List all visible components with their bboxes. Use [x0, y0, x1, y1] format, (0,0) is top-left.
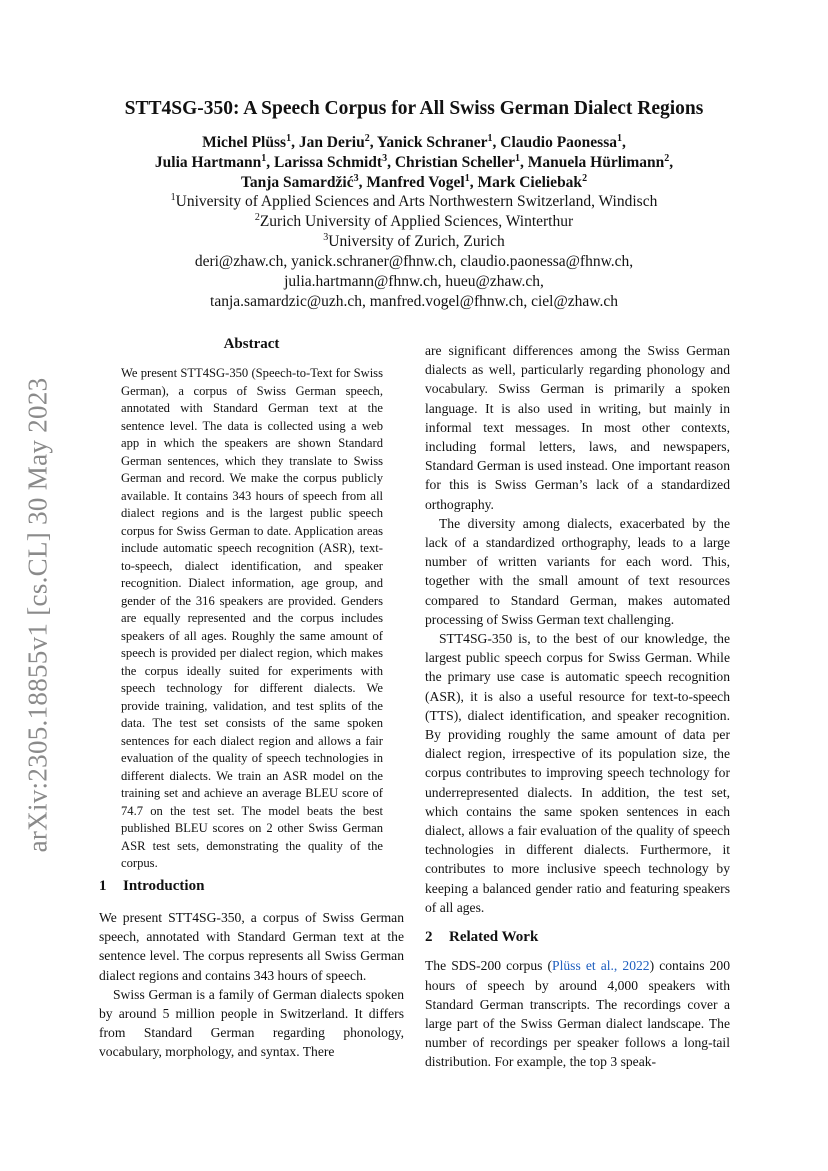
section-heading-related-work	[425, 928, 730, 947]
affiliation-text: University of Applied Sciences and Arts Northwestern Switzerland, Windisch	[175, 193, 658, 210]
author-name: Julia Hartmann	[154, 154, 262, 171]
affiliation-3	[0, 232, 828, 252]
section-number: 1	[99, 878, 107, 894]
author-affil-mark: 1	[286, 133, 292, 144]
section-heading-introduction	[99, 878, 204, 895]
paper-title: STT4SG-350: A Speech Corpus for All Swiss German Dialect Regions	[124, 98, 704, 119]
email-line: tanja.samardzic@uzh.ch, manfred.vogel@fhnw.ch, ciel@zhaw.ch	[210, 293, 618, 310]
author-line-3: Tanja Samardžić$^3$, Manfred Vogel$^1$, Mark Cieliebak$^2$	[240, 173, 588, 191]
author-name: Yanick Schraner	[376, 134, 488, 151]
introduction-body	[99, 908, 404, 1062]
arxiv-identifier	[18, 355, 58, 875]
email-line: julia.hartmann@fhnw.ch, hueu@zhaw.ch,	[284, 273, 544, 290]
paragraph: We present STT4SG-350, a corpus of Swiss German speech, annotated with Standard German text at the sentence level. The corpus represents all Swiss German dialect regions and contains 343 hours of speech.	[99, 910, 404, 983]
author-affil-mark: 3	[382, 153, 388, 164]
affiliation-2	[0, 212, 828, 232]
affil-mark: 2	[254, 212, 260, 223]
paragraph: The diversity among dialects, exacerbated by the lack of a standardized orthography, leads to a large number of written variants for each word. This, together with the small amount of text resources compared to Standard German, makes automated processing of Swiss German text challenging.	[425, 515, 730, 627]
author-affil-mark: 1	[514, 153, 520, 164]
paragraph: are significant differences among the Swiss German dialects as well, particularly regarding phonology and vocabulary. Swiss German is primarily a spoken language. It is also used in writing, but mainly in informal text messages. In most other contexts, including formal letters, laws, and newspapers, Standard German is used instead. One important reason for this is Swiss German’s lack of a standardized orthography.	[425, 343, 730, 512]
affiliations	[0, 192, 828, 312]
author-name: Manuela Hürlimann	[527, 154, 665, 171]
right-column	[425, 341, 730, 1072]
citation-link[interactable]: Plüss et al., 2022	[552, 958, 650, 974]
text-run: ) contains 200 hours of speech by around 4,000 speakers with Standard German transcripts. The recordings cover a large part of the Swiss German dialect landscape. The number of recordings per speaker follows a long-tail distribution. For example, the top 3 speak-	[425, 958, 730, 1070]
affil-mark: 1	[170, 192, 176, 203]
abstract-body	[121, 365, 383, 873]
author-affil-mark: 2	[364, 133, 370, 144]
author-name: Jan Deriu	[298, 134, 365, 151]
author-affil-mark: 1	[617, 133, 623, 144]
text-run: The SDS-200 corpus (	[425, 958, 553, 974]
author-affil-mark: 2	[582, 173, 588, 184]
paragraph	[425, 956, 730, 1071]
author-list	[0, 133, 828, 193]
author-name: Tanja Samardžić	[240, 174, 354, 191]
author-affil-mark: 2	[664, 153, 670, 164]
author-affil-mark: 1	[464, 173, 470, 184]
affiliation-text: Zurich University of Applied Sciences, Winterthur	[259, 213, 574, 230]
author-name: Mark Cieliebak	[477, 174, 583, 191]
author-affil-mark: 3	[353, 173, 359, 184]
paragraph: STT4SG-350 is, to the best of our knowledge, the largest public speech corpus for Swiss German. While the primary use case is automatic speech recognition (ASR), it is also a useful resource for text-to-speech (TTS), dialect identification, and speaker recognition. By providing roughly the same amount of data per dialect region, irrespective of its population size, the corpus contributes to improving speech technology for underrepresented dialects. In addition, the test set, which contains the same spoken sentences in each dialect, allows a fair evaluation of the quality of speech technologies in different dialects. Furthermore, it contributes to more inclusive speech technology by keeping a balanced gender ratio and featuring speakers of all ages.	[425, 631, 730, 915]
author-name: Larissa Schmidt	[274, 154, 383, 171]
author-name: Claudio Paonessa	[500, 134, 618, 151]
author-name: Michel Plüss	[202, 134, 287, 151]
section-number: 2	[425, 929, 433, 946]
arxiv-identifier-text: arXiv:2305.18855v1 [cs.CL] 30 May 2023	[22, 377, 53, 853]
author-line-1: Michel Plüss$^1$, Jan Deriu$^2$, Yanick Schraner$^1$, Claudio Paonessa$^1$,	[202, 133, 626, 151]
section-title: Related Work	[449, 929, 539, 946]
abstract-heading: Abstract	[223, 336, 280, 352]
author-name: Christian Scheller	[394, 154, 515, 171]
affiliation-text: University of Zurich, Zurich	[328, 233, 505, 250]
paragraph: Swiss German is a family of German dialects spoken by around 5 million people in Switzerland. It differs from Standard German regarding phonology, vocabulary, morphology, and syntax. There	[99, 986, 404, 1060]
affil-mark: 3	[323, 232, 329, 243]
author-affil-mark: 1	[487, 133, 493, 144]
email-line: deri@zhaw.ch, yanick.schraner@fhnw.ch, claudio.paonessa@fhnw.ch,	[194, 253, 634, 270]
section-title: Introduction	[123, 878, 205, 894]
affiliation-1	[0, 192, 828, 212]
abstract-text: We present STT4SG-350 (Speech-to-Text for Swiss German), a corpus of Swiss German speech, annotated with Standard German text at the sentence level. The data is collected using a web app in which the speakers are shown Standard German sentences, which they translate to Swiss German and record. We make the corpus publicly available. It contains 343 hours of speech from all dialect regions and is the largest public speech corpus for Swiss German to date. Application areas include automatic speech recognition (ASR), text-to-speech, dialect identification, and speaker recognition. Dialect information, age group, and gender of the 316 speakers are provided. Genders are equally represented and the corpus includes speakers of all ages. Roughly the same amount of speech is provided per dialect region, which makes the corpus ideally suited for experiments with speech technology for different dialects. We provide training, validation, and test splits of the data. The test set consists of the same spoken sentences for each dialect region and allows a fair evaluation of the quality of speech technologies in different dialects. We train an ASR model on the training set and achieve an average BLEU score of 74.7 on the test set. The model beats the best published BLEU scores on 2 other Swiss German ASR test sets, demonstrating the quality of the corpus.	[121, 366, 383, 870]
author-line-2: Julia Hartmann$^1$, Larissa Schmidt$^3$, Christian Scheller$^1$, Manuela Hürlimann$^2$,	[154, 153, 674, 171]
author-affil-mark: 1	[261, 153, 267, 164]
author-name: Manfred Vogel	[366, 174, 465, 191]
